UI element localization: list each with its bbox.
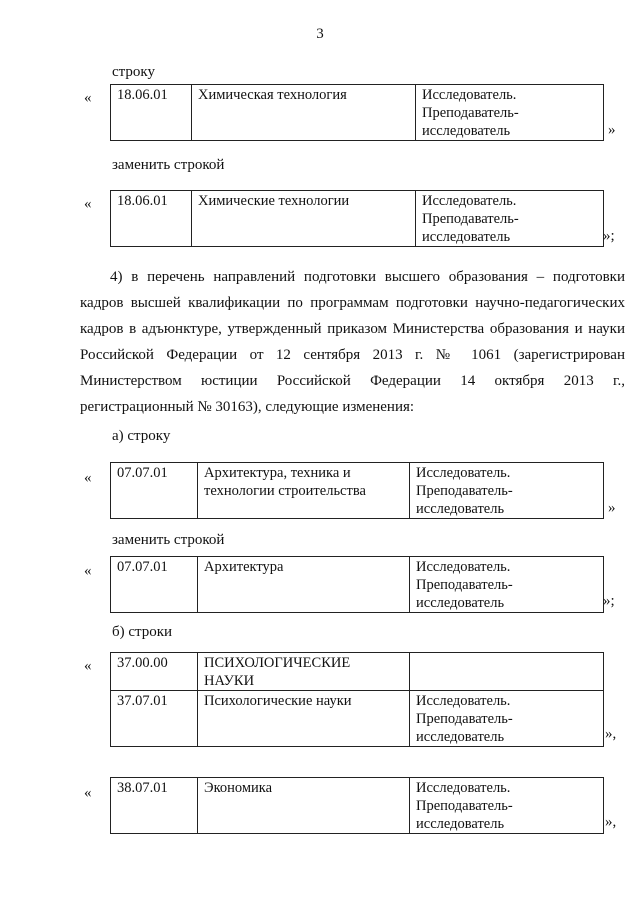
replace-label: заменить строкой: [112, 157, 225, 173]
paragraph-line: регистрационный № 30163), следующие изменения:: [80, 399, 415, 415]
paragraph-line: Российской Федерации от 12 сентября 2013 г. № 1061 (зарегистрирован: [80, 347, 625, 363]
close-quote: »;: [603, 228, 615, 244]
open-quote: «: [84, 470, 92, 486]
open-quote: «: [84, 196, 92, 212]
qualification-line: исследователь: [422, 229, 511, 245]
open-quote: «: [84, 785, 92, 801]
qualification-line: исследователь: [416, 595, 505, 611]
direction-name: Экономика: [198, 778, 410, 834]
close-quote: »: [608, 500, 616, 516]
row-label: строку: [112, 64, 155, 80]
qualification-line: Преподаватель-: [416, 577, 513, 593]
table-psychological-sciences: [110, 652, 604, 747]
table-architecture-construction: [110, 462, 604, 519]
direction-name-line: технологии строительства: [204, 483, 366, 499]
direction-name: [198, 463, 410, 519]
direction-name-line: ПСИХОЛОГИЧЕСКИЕ: [204, 655, 351, 671]
close-quote: »,: [605, 814, 617, 830]
qualification: [410, 653, 604, 691]
direction-code: 37.00.00: [111, 653, 198, 691]
close-quote: »;: [603, 593, 615, 609]
qualification-line: Преподаватель-: [422, 211, 519, 227]
qualification-line: исследователь: [416, 729, 505, 745]
qualification-line: исследователь: [416, 816, 505, 832]
close-quote: »: [608, 122, 616, 138]
direction-name: Химические технологии: [192, 191, 416, 247]
page-number: 3: [316, 26, 324, 42]
qualification-line: Преподаватель-: [416, 798, 513, 814]
direction-code: 07.07.01: [111, 463, 198, 519]
direction-name-line: Архитектура, техника и: [204, 465, 351, 481]
table-architecture: [110, 556, 604, 613]
paragraph-line: 4) в перечень направлений подготовки высшего образования – подготовки: [110, 269, 625, 285]
direction-name-line: НАУКИ: [204, 673, 255, 689]
table-row: [111, 191, 604, 247]
qualification: [410, 557, 604, 613]
paragraph-line: Министерством юстиции Российской Федерации 14 октября 2013 г.,: [80, 373, 625, 389]
qualification: [416, 191, 604, 247]
qualification-line: Преподаватель-: [416, 483, 513, 499]
table-row: [111, 653, 604, 691]
open-quote: «: [84, 658, 92, 674]
direction-name: Психологические науки: [198, 691, 410, 747]
direction-code: 18.06.01: [111, 85, 192, 141]
qualification: [410, 691, 604, 747]
table-chemical-technologies: [110, 190, 604, 247]
paragraph-line: кадров в адъюнктуре, утвержденный приказом Министерства образования и науки: [80, 321, 625, 337]
direction-name: [198, 653, 410, 691]
direction-code: 07.07.01: [111, 557, 198, 613]
qualification: [410, 463, 604, 519]
direction-name: Химическая технология: [192, 85, 416, 141]
replace-label-2: заменить строкой: [112, 532, 225, 548]
qualification-line: Преподаватель-: [422, 105, 519, 121]
table-row: [111, 691, 604, 747]
table-row: [111, 85, 604, 141]
qualification-line: Исследователь.: [416, 465, 511, 481]
sub-a-label: а) строку: [112, 428, 171, 444]
sub-b-label: б) строки: [112, 624, 173, 640]
direction-code: 18.06.01: [111, 191, 192, 247]
direction-code: 37.07.01: [111, 691, 198, 747]
qualification-line: исследователь: [416, 501, 505, 517]
direction-code: 38.07.01: [111, 778, 198, 834]
direction-name: Архитектура: [198, 557, 410, 613]
open-quote: «: [84, 90, 92, 106]
table-row: [111, 557, 604, 613]
open-quote: «: [84, 563, 92, 579]
qualification-line: Исследователь.: [416, 559, 511, 575]
qualification-line: Исследователь.: [416, 693, 511, 709]
table-row: [111, 778, 604, 834]
qualification-line: Исследователь.: [422, 87, 517, 103]
qualification: [416, 85, 604, 141]
table-chemical-technology: [110, 84, 604, 141]
paragraph-line: кадров высшей квалификации по программам подготовки научно-педагогических: [80, 295, 625, 311]
table-economics: [110, 777, 604, 834]
qualification-line: исследователь: [422, 123, 511, 139]
table-row: [111, 463, 604, 519]
qualification-line: Преподаватель-: [416, 711, 513, 727]
close-quote: »,: [605, 726, 617, 742]
qualification: [410, 778, 604, 834]
qualification-line: Исследователь.: [422, 193, 517, 209]
qualification-line: Исследователь.: [416, 780, 511, 796]
